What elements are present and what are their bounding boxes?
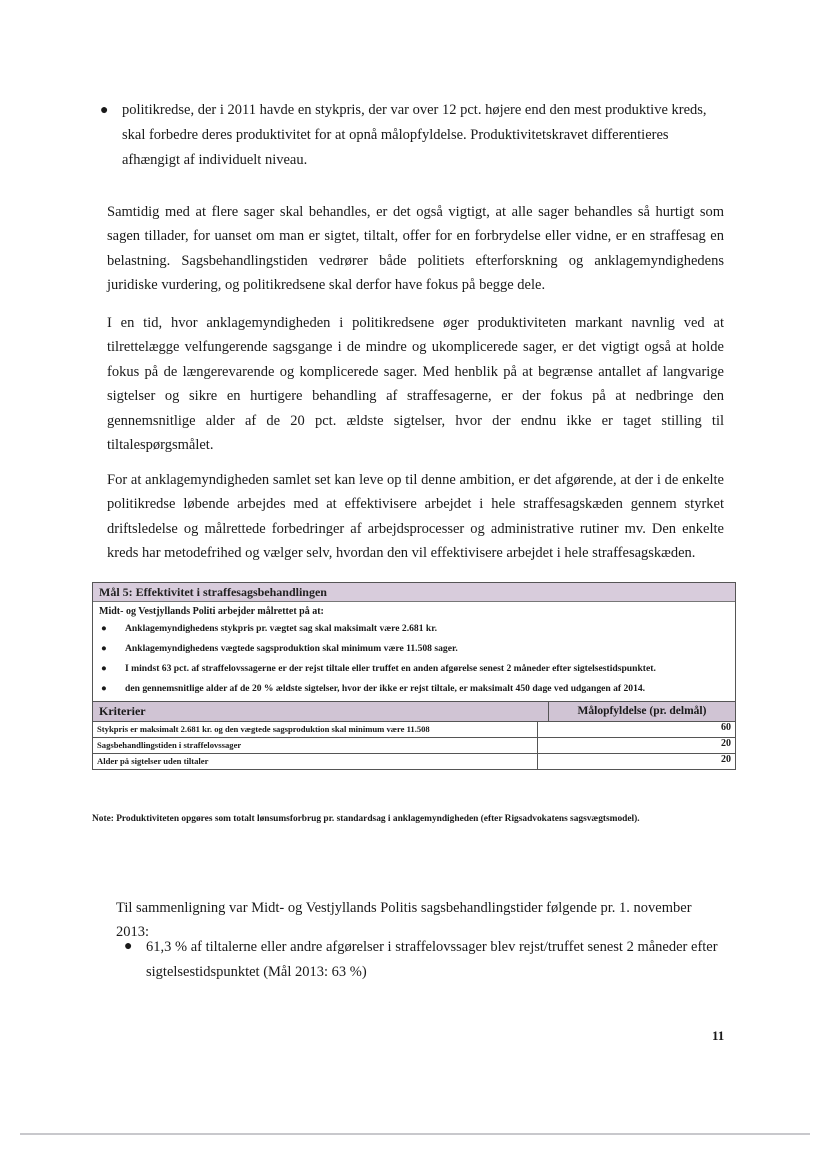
bullet-icon: ● [101, 643, 107, 654]
goal-box-intro: Midt- og Vestjyllands Politi arbejder målrettet på at: [99, 606, 324, 617]
paragraph-processing-time: Samtidig med at flere sager skal behandles, er det også vigtigt, at alle sager behandles så hurtigt som sagen tillader, for uanset om man er sigtet, tiltalt, offer for en forbrydelse eller vidne, er en straffesag en belastning. Sagsbehandlingstiden vedrører både politiets efterforskning og anklagemyndighedens juridiske vurdering, og politikredsene skal derfor have fokus på begge dele. [107, 203, 724, 293]
criteria-row [93, 754, 735, 769]
criteria-header: Kriterier [99, 704, 146, 718]
page-number: 11 [712, 1028, 725, 1043]
goal-box-title: Mål 5: Effektivitet i straffesagsbehandlingen [93, 583, 735, 602]
criteria-label: Stykpris er maksimalt 2.681 kr. og den vægtede sagsproduktion skal minimum være 11.508 [93, 722, 538, 737]
criteria-value: 20 [721, 754, 731, 765]
criteria-header-row [93, 701, 735, 722]
criteria-label: Alder på sigtelser uden tiltaler [93, 754, 538, 769]
goal-box-note: Note: Produktiviteten opgøres som totalt lønsumsforbrug pr. standardsag i anklagemyndigheden (efter Rigsadvokatens sagsvægtsmodel). [92, 814, 640, 824]
criteria-row [93, 738, 735, 754]
scan-edge-divider [20, 1133, 810, 1135]
bullet-text: politikredse, der i 2011 havde en stykpris, der var over 12 pct. højere end den mest produktive kreds, skal forbedre deres produktivitet for at opnå målopfyldelse. Produktivitetskravet differentieres afhængigt af individuelt niveau. [122, 102, 707, 168]
paragraph-efficiency: For at anklagemyndigheden samlet set kan leve op til denne ambition, er det afgørende, at der i de enkelte politikredse løbende arbejdes med at effektivisere arbejdet i hele straffesagskæden gennem styrket driftsledelse og målrettede forbedringer af arbejdsprocesser og administrative rutiner mv. Den enkelte kreds har metodefrihed og vælger selv, hvordan den vil effektivisere arbejdet i hele straffesagskæden. [107, 471, 724, 561]
bullet-item [100, 98, 720, 173]
goal-list-item: ● Anklagemyndighedens stykpris pr. vægtet sag skal maksimalt være 2.681 kr. [93, 621, 735, 637]
goal-list [93, 621, 735, 697]
bullet-icon: ● [101, 683, 107, 694]
goal-list-item: ● den gennemsnitlige alder af de 20 % ældste sigtelser, hvor der ikke er rejst tiltale, er maksimalt 450 dage ved udgangen af 2014. [93, 681, 735, 697]
goal-box [92, 582, 736, 770]
goal-list-item: ● Anklagemyndighedens vægtede sagsproduktion skal minimum være 11.508 sager. [93, 641, 735, 657]
bullet-icon: ● [101, 623, 107, 634]
criteria-row [93, 722, 735, 738]
criteria-value: 20 [721, 738, 731, 749]
bullet-icon: ● [124, 939, 133, 954]
comparison-bullet-text: 61,3 % af tiltalerne eller andre afgørelser i straffelovssager blev rejst/truffet senest 2 måneder efter sigtelsestidspunktet (Mål 2013: 63 %) [146, 939, 718, 980]
bullet-icon: ● [101, 663, 107, 674]
criteria-value: 60 [721, 722, 731, 733]
criteria-label: Sagsbehandlingstiden i straffelovssager [93, 738, 538, 753]
bullet-icon: ● [100, 103, 109, 118]
goal-list-item: ● I mindst 63 pct. af straffelovssagerne er der rejst tiltale eller truffet en anden afgørelse senest 2 måneder efter sigtelsestidspunktet. [93, 661, 735, 677]
comparison-intro: Til sammenligning var Midt- og Vestjyllands Politis sagsbehandlingstider følgende pr. 1. november 2013: [116, 899, 692, 940]
fulfillment-header: Målopfyldelse (pr. delmål) [548, 702, 735, 721]
paragraph-long-cases: I en tid, hvor anklagemyndigheden i politikredsene øger produktiviteten markant navnlig ved at tilrettelægge velfungerende sagsgange i de mindre og ukomplicerede sager, er det vigtigt også at holde fokus på de længerevarende og komplicerede sager. Med henblik på at begrænse antallet af langvarige sigtelser og sikre en hurtigere behandling af straffesagerne, er der fokus på at nedbringe den gennemsnitlige alder af de 20 pct. ældste sigtelser, hvor der endnu ikke er taget stilling til tiltalespørgsmålet. [107, 314, 724, 453]
comparison-bullet [124, 935, 726, 984]
